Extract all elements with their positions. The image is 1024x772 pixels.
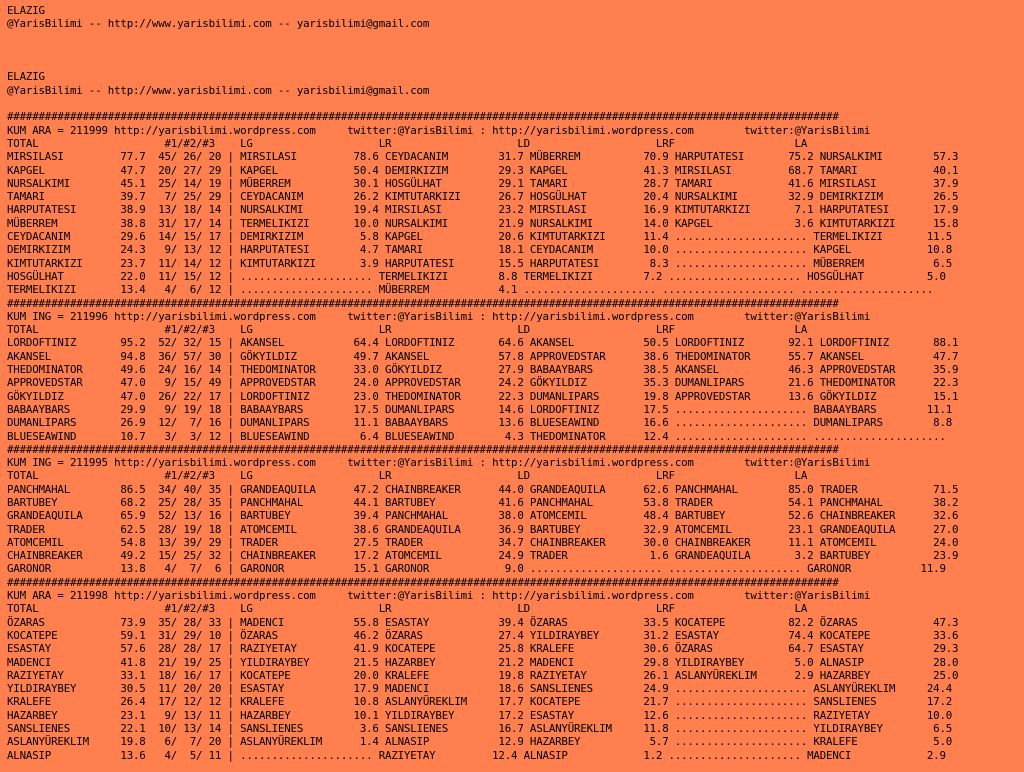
table-row: GÖKYILDIZ 47.0 26/ 22/ 17 | LORDOFTINIZ 23.0 THEDOMINATOR 22.3 DUMANLIPARS 19.8 APPROVEDSTAR 13.6 GÖKYILDIZ 15.1 — [7, 389, 959, 403]
table-row: LORDOFTINIZ 95.2 52/ 32/ 15 | AKANSEL 64.4 LORDOFTINIZ 64.6 AKANSEL 50.5 LORDOFTINIZ 92.1 LORDOFTINIZ 88.1 — [7, 336, 959, 350]
table-row: TRADER 62.5 28/ 19/ 18 | ATOMCEMIL 38.6 GRANDEAQUILA 36.9 BARTUBEY 32.9 ATOMCEMIL 23.1 GRANDEAQUILA 27.0 — [7, 522, 959, 536]
race-title: KUM ARA = 211999 http://yarisbilimi.wordpress.com twitter:@YarisBilimi : http://yarisbilimi.wordpress.com twitter:@YarisBilimi — [7, 123, 871, 137]
column-header: TOTAL #1/#2/#3 LG LR LD LRF LA — [7, 469, 808, 483]
column-header: TOTAL #1/#2/#3 LG LR LD LRF LA — [7, 136, 808, 150]
table-row: ESASTAY 57.6 28/ 28/ 17 | RAZIYETAY 41.9 KOCATEPE 25.8 KRALEFE 30.6 ÖZARAS 64.7 ESASTAY 29.3 — [7, 642, 959, 656]
spacer — [7, 97, 1024, 110]
table-row: CEYDACANIM 29.6 14/ 15/ 17 | DEMIRKIZIM 5.8 KAPGEL 20.6 KIMTUTARKIZI 11.4 ..................... TERMELIKIZI 11.5 — [7, 230, 953, 244]
table-row: MÜBERREM 38.8 31/ 17/ 14 | TERMELIKIZI 10.0 NURSALKIMI 21.9 NURSALKIMI 14.0 KAPGEL 3.6 KIMTUTARKIZI 15.8 — [7, 216, 959, 230]
table-row: TERMELIKIZI 13.4 4/ 6/ 12 | ..................... MÜBERREM 4.1 ..................... ..................... ..................... — [7, 283, 934, 297]
table-row: DUMANLIPARS 26.9 12/ 7/ 16 | DUMANLIPARS 11.1 BABAAYBARS 13.6 BLUESEAWIND 16.6 ..................... DUMANLIPARS 8.8 — [7, 416, 953, 430]
table-row: MIRSILASI 77.7 45/ 26/ 20 | MIRSILASI 78.6 CEYDACANIM 31.7 MÜBERREM 70.9 HARPUTATESI 75.2 NURSALKIMI 57.3 — [7, 150, 959, 164]
race-block — [7, 443, 1024, 576]
race-block — [7, 110, 1024, 296]
table-row: ATOMCEMIL 54.8 13/ 39/ 29 | TRADER 27.5 TRADER 34.7 CHAINBREAKER 30.0 CHAINBREAKER 11.1 ATOMCEMIL 24.0 — [7, 535, 959, 549]
table-row: DEMIRKIZIM 24.3 9/ 13/ 12 | HARPUTATESI 4.7 TAMARI 18.1 CEYDACANIM 10.0 ..................... KAPGEL 10.8 — [7, 243, 953, 257]
city-heading: ELAZIG — [7, 4, 45, 17]
table-row: GARONOR 13.8 4/ 7/ 6 | GARONOR 15.1 GARONOR 9.0 ..................... ..................... GARONOR 11.9 — [7, 562, 946, 576]
table-row: KIMTUTARKIZI 23.7 11/ 14/ 12 | KIMTUTARKIZI 3.9 HARPUTATESI 15.5 HARPUTATESI 8.3 ..................... MÜBERREM 6.5 — [7, 256, 953, 270]
table-row: APPROVEDSTAR 47.0 9/ 15/ 49 | APPROVEDSTAR 24.0 APPROVEDSTAR 24.2 GÖKYILDIZ 35.3 DUMANLIPARS 21.6 THEDOMINATOR 22.3 — [7, 376, 959, 390]
race-title: KUM ING = 211995 http://yarisbilimi.wordpress.com twitter:@YarisBilimi : http://yarisbilimi.wordpress.com twitter:@YarisBilimi — [7, 456, 871, 470]
race-title: KUM ING = 211996 http://yarisbilimi.wordpress.com twitter:@YarisBilimi : http://yarisbilimi.wordpress.com twitter:@YarisBilimi — [7, 309, 871, 323]
table-row: SANSLIENES 22.1 10/ 13/ 14 | SANSLIENES 3.6 SANSLIENES 16.7 ASLANYÜREKLIM 11.8 ..................... YILDIRAYBEY 6.5 — [7, 722, 953, 736]
table-row: PANCHMAHAL 86.5 34/ 40/ 35 | GRANDEAQUILA 47.2 CHAINBREAKER 44.0 GRANDEAQUILA 62.6 PANCHMAHAL 85.0 TRADER 71.5 — [7, 482, 959, 496]
table-row: AKANSEL 94.8 36/ 57/ 30 | GÖKYILDIZ 49.7 AKANSEL 57.8 APPROVEDSTAR 38.6 THEDOMINATOR 55.7 AKANSEL 47.7 — [7, 349, 959, 363]
table-row: BARTUBEY 68.2 25/ 28/ 35 | PANCHMAHAL 44.1 BARTUBEY 41.6 PANCHMAHAL 53.8 TRADER 54.1 PANCHMAHAL 38.2 — [7, 495, 959, 509]
column-header: TOTAL #1/#2/#3 LG LR LD LRF LA — [7, 323, 808, 337]
separator-line: #################################################################################################################################### — [7, 296, 839, 310]
race-tables — [7, 110, 1024, 762]
contact-line: @YarisBilimi -- http://www.yarisbilimi.com -- yarisbilimi@gmail.com — [7, 17, 430, 31]
table-row: BABAAYBARS 29.9 9/ 19/ 18 | BABAAYBARS 17.5 DUMANLIPARS 14.6 LORDOFTINIZ 17.5 ..................... BABAAYBARS 11.1 — [7, 402, 953, 416]
table-row: KRALEFE 26.4 17/ 12/ 12 | KRALEFE 10.8 ASLANYÜREKLIM 17.7 KOCATEPE 21.7 ..................... SANSLIENES 17.2 — [7, 695, 953, 709]
table-row: ASLANYÜREKLIM 19.8 6/ 7/ 20 | ASLANYÜREKLIM 1.4 ALNASIP 12.9 HAZARBEY 5.7 ..................... KRALEFE 5.0 — [7, 735, 953, 749]
table-row: HAZARBEY 23.1 9/ 13/ 11 | HAZARBEY 10.1 YILDIRAYBEY 17.2 ESASTAY 12.6 ..................... RAZIYETAY 10.0 — [7, 708, 953, 722]
table-row: HOSGÜLHAT 22.0 11/ 15/ 12 | ..................... TERMELIKIZI 8.8 TERMELIKIZI 7.2 ..................... HOSGÜLHAT 5.0 — [7, 269, 946, 283]
table-row: KOCATEPE 59.1 31/ 29/ 10 | ÖZARAS 46.2 ÖZARAS 27.4 YILDIRAYBEY 31.2 ESASTAY 74.4 KOCATEPE 33.6 — [7, 628, 959, 642]
city-heading: ELAZIG — [7, 70, 45, 84]
column-header: TOTAL #1/#2/#3 LG LR LD LRF LA — [7, 602, 808, 616]
table-row: YILDIRAYBEY 30.5 11/ 20/ 20 | ESASTAY 17.9 MADENCI 18.6 SANSLIENES 24.9 ..................... ASLANYÜREKLIM 24.4 — [7, 682, 953, 696]
contact-line: @YarisBilimi -- http://www.yarisbilimi.com -- yarisbilimi@gmail.com — [7, 83, 430, 97]
table-row: RAZIYETAY 33.1 18/ 16/ 17 | KOCATEPE 20.0 KRALEFE 19.8 RAZIYETAY 26.1 ASLANYÜREKLIM 2.9 HAZARBEY 25.0 — [7, 668, 959, 682]
race-title: KUM ARA = 211998 http://yarisbilimi.wordpress.com twitter:@YarisBilimi : http://yarisbilimi.wordpress.com twitter:@YarisBilimi — [7, 589, 871, 603]
table-row: ALNASIP 13.6 4/ 5/ 11 | ..................... RAZIYETAY 12.4 ALNASIP 1.2 ..................... MADENCI 2.9 — [7, 748, 946, 762]
spacer — [7, 57, 1024, 70]
table-row: CHAINBREAKER 49.2 15/ 25/ 32 | CHAINBREAKER 17.2 ATOMCEMIL 24.9 TRADER 1.6 GRANDEAQUILA 3.2 BARTUBEY 23.9 — [7, 549, 959, 563]
table-row: ÖZARAS 73.9 35/ 28/ 33 | MADENCI 55.8 ESASTAY 39.4 ÖZARAS 33.5 KOCATEPE 82.2 ÖZARAS 47.3 — [7, 615, 959, 629]
table-row: HARPUTATESI 38.9 13/ 18/ 14 | NURSALKIMI 19.4 MIRSILASI 23.2 MIRSILASI 16.9 KIMTUTARKIZI 7.1 HARPUTATESI 17.9 — [7, 203, 959, 217]
document — [7, 4, 1024, 762]
spacer — [7, 31, 1024, 58]
table-row: MADENCI 41.8 21/ 19/ 25 | YILDIRAYBEY 21.5 HAZARBEY 21.2 MADENCI 29.8 YILDIRAYBEY 5.0 ALNASIP 28.0 — [7, 655, 959, 669]
table-row: THEDOMINATOR 49.6 24/ 16/ 14 | THEDOMINATOR 33.0 GÖKYILDIZ 27.9 BABAAYBARS 38.5 AKANSEL 46.3 APPROVEDSTAR 35.9 — [7, 363, 959, 377]
table-row: KAPGEL 47.7 20/ 27/ 29 | KAPGEL 50.4 DEMIRKIZIM 29.3 KAPGEL 41.3 MIRSILASI 68.7 TAMARI 40.1 — [7, 163, 959, 177]
race-block — [7, 297, 1024, 443]
race-block — [7, 576, 1024, 762]
separator-line: #################################################################################################################################### — [7, 110, 839, 124]
table-row: GRANDEAQUILA 65.9 52/ 13/ 16 | BARTUBEY 39.4 PANCHMAHAL 38.0 ATOMCEMIL 48.4 BARTUBEY 52.6 CHAINBREAKER 32.6 — [7, 509, 959, 523]
separator-line: #################################################################################################################################### — [7, 442, 839, 456]
table-row: BLUESEAWIND 10.7 3/ 3/ 12 | BLUESEAWIND 6.4 BLUESEAWIND 4.3 THEDOMINATOR 12.4 ..................... ..................... — [7, 429, 946, 443]
separator-line: #################################################################################################################################### — [7, 575, 839, 589]
table-row: NURSALKIMI 45.1 25/ 14/ 19 | MÜBERREM 30.1 HOSGÜLHAT 29.1 TAMARI 28.7 TAMARI 41.6 MIRSILASI 37.9 — [7, 176, 959, 190]
table-row: TAMARI 39.7 7/ 25/ 29 | CEYDACANIM 26.2 KIMTUTARKIZI 26.7 HOSGÜLHAT 20.4 NURSALKIMI 32.9 DEMIRKIZIM 26.5 — [7, 190, 959, 204]
